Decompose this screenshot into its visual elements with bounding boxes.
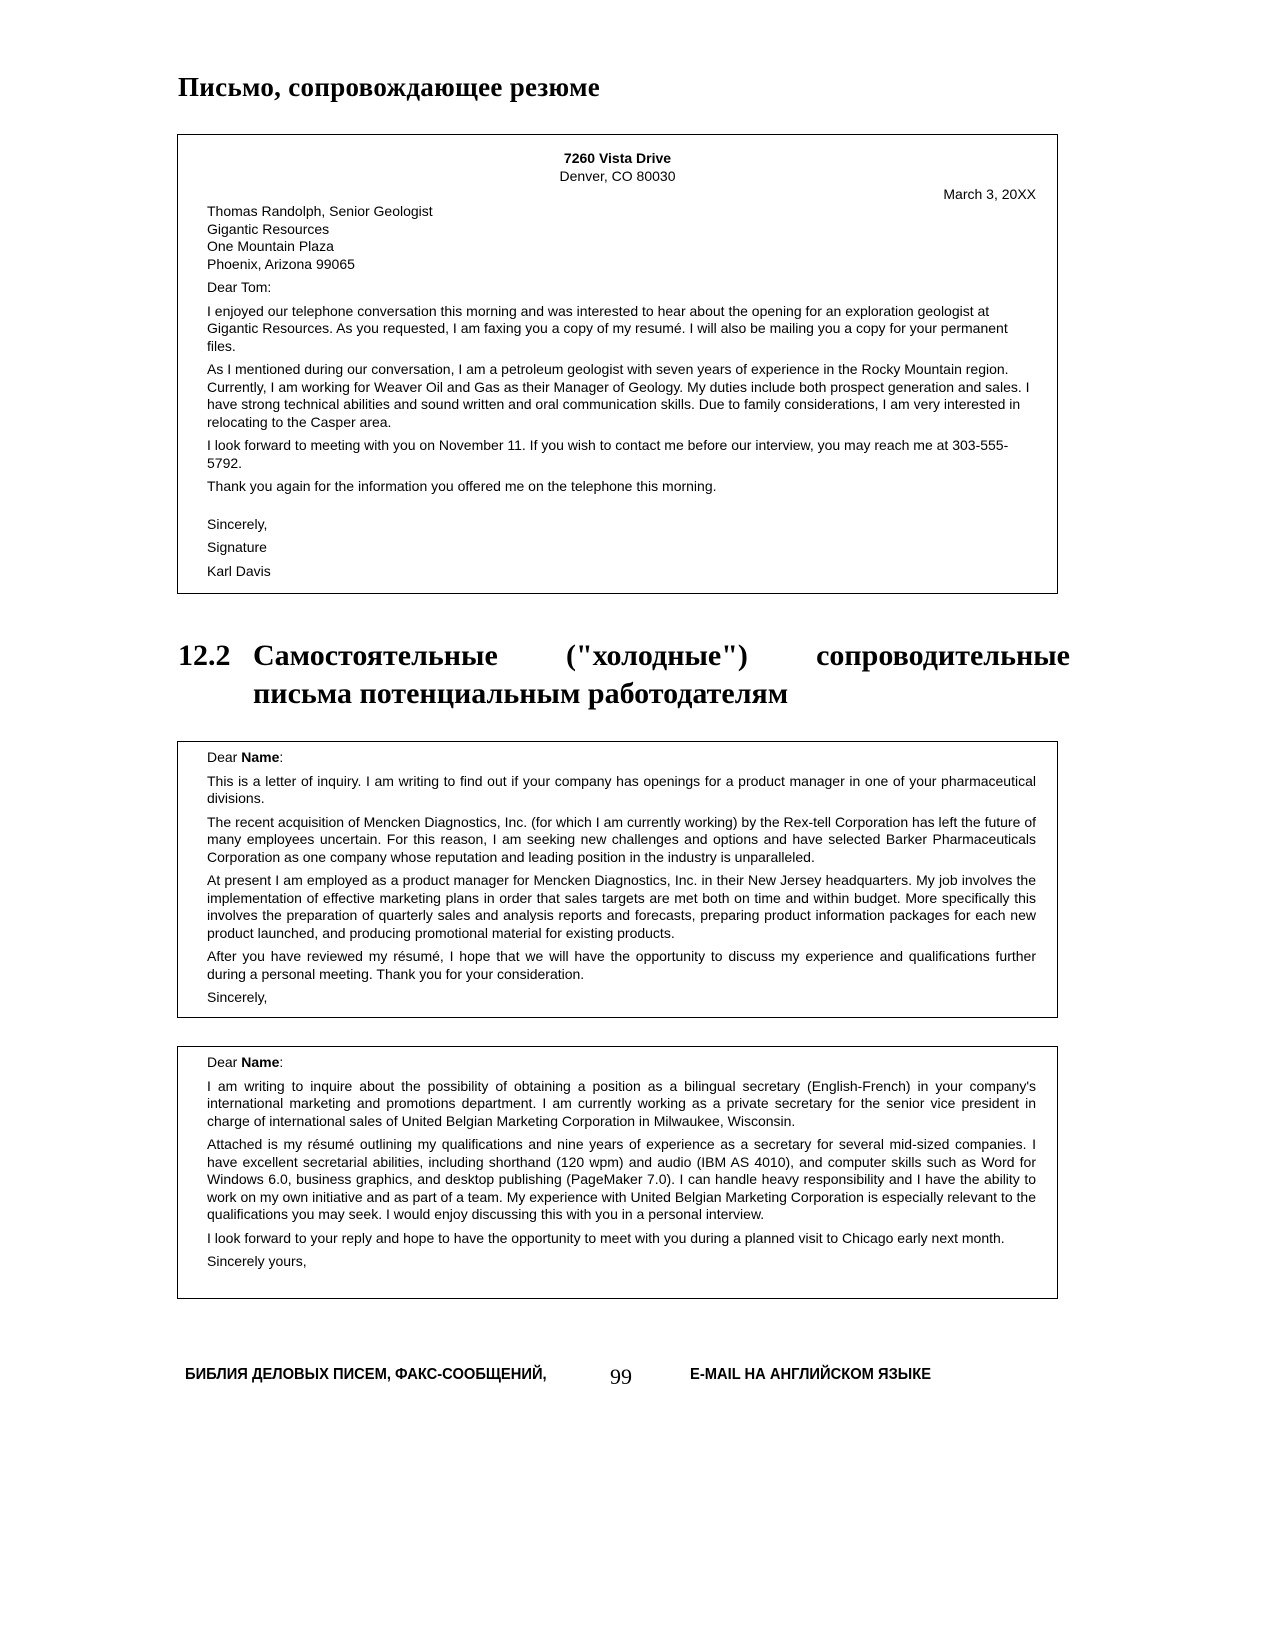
salutation-colon: :: [279, 749, 284, 765]
name-placeholder: Name: [241, 749, 280, 765]
paragraph: I am writing to inquire about the possibility of obtaining a position as a bilingual secretary (English-French) in your company's international marketing and promotions department. I am currently working as a private secretary for the senior vice president in charge of international sales of United Belgian Marketing Corporation in Milwaukee, Wisconsin.: [207, 1077, 1036, 1129]
salutation: [207, 749, 1036, 767]
cover-letter-example: [177, 134, 1058, 594]
paragraph: I enjoyed our telephone conversation this morning and was interested to hear about the opening for an exploration geologist at Gigantic Resources. As you requested, I am faxing you a copy of my resumé. I will also be mailing you a copy for your permanent files.: [207, 302, 1008, 354]
heading-line: Самостоятельные ("холодные") сопроводительные: [253, 639, 1070, 672]
salutation: [207, 1054, 1036, 1072]
signature: Signature: [207, 539, 267, 555]
recipient-address: [207, 203, 1036, 273]
salutation-colon: :: [279, 1054, 284, 1070]
recipient-line: Thomas Randolph, Senior Geologist: [207, 203, 433, 219]
paragraph: This is a letter of inquiry. I am writing to find out if your company has openings for a product manager in one of your pharmaceutical divisions.: [207, 772, 1036, 806]
sender-address: [178, 150, 1057, 185]
footer-right: E-MAIL НА АНГЛИЙСКОМ ЯЗЫКЕ: [690, 1366, 932, 1383]
sender-city: Denver, CO 80030: [559, 167, 676, 184]
letter-body: [207, 1054, 1036, 1277]
closing: Sincerely,: [207, 989, 268, 1005]
recipient-line: Gigantic Resources: [207, 220, 330, 237]
sender-street: 7260 Vista Drive: [563, 150, 672, 166]
paragraph: At present I am employed as a product manager for Mencken Diagnostics, Inc. in their New Jersey headquarters. My job involves the implementation of effective marketing plans in order that sales targets are met both on time and within budget. More specifically this involves the preparation of quarterly sales and analysis reports and forecasts, preparing product information packages for each new product launched, and producing promotional material for existing products.: [207, 872, 1036, 941]
footer-left: БИБЛИЯ ДЕЛОВЫХ ПИСЕМ, ФАКС-СООБЩЕНИЙ,: [185, 1366, 547, 1383]
paragraph: I look forward to meeting with you on November 11. If you wish to contact me before our interview, you may reach me at 303-555-5792.: [207, 437, 1009, 471]
letter-body: [207, 203, 1036, 586]
heading-line: письма потенциальным работодателям: [253, 677, 789, 710]
paragraph: After you have reviewed my résumé, I hope that we will have the opportunity to discuss my experience and qualifications further during a personal meeting. Thank you for your consideration.: [207, 948, 1036, 982]
letter-body: [207, 749, 1036, 1013]
salutation-dear: Dear: [207, 749, 242, 765]
page-number: 99: [610, 1364, 632, 1389]
section-number: 12.2: [178, 639, 231, 672]
paragraph: As I mentioned during our conversation, I am a petroleum geologist with seven years of experience in the Rocky Mountain region. Currently, I am working for Weaver Oil and Gas as their Manager of Geology. My duties include both prospect generation and sales. I have strong technical abilities and sound written and oral communication skills. Due to family considerations, I am very interested in relocating to the Casper area.: [207, 361, 1030, 430]
section-heading: Письмо, сопровождающее резюме: [178, 72, 601, 102]
letter-date: March 3, 20XX: [943, 186, 1036, 202]
inquiry-letter-example: [177, 1046, 1058, 1299]
paragraph: Thank you again for the information you offered me on the telephone this morning.: [207, 478, 717, 494]
paragraph: I look forward to your reply and hope to have the opportunity to meet with you during a planned visit to Chicago early next month.: [207, 1229, 1005, 1246]
paragraph: Attached is my résumé outlining my qualifications and nine years of experience as a secretary for several mid-sized companies. I have excellent secretarial abilities, including shorthand (120 wpm) and audio (IBM AS 4010), and computer skills such as Word for Windows 6.0, business graphics, and desktop publishing (PageMaker 7.0). I can handle heavy responsibility and I have the ability to work on my own initiative and as part of a team. My experience with United Belgian Marketing Corporation is especially relevant to the qualifications you may seek. I would enjoy discussing this with you in a personal interview.: [207, 1136, 1036, 1222]
salutation-dear: Dear: [207, 1054, 242, 1070]
paragraph: The recent acquisition of Mencken Diagnostics, Inc. (for which I am currently working) by the Rex-tell Corporation has left the future of many employees uncertain. For this reason, I am seeking new challenges and options and have selected Barker Pharmaceuticals Corporation as one company whose reputation and leading position in the industry is unparalleled.: [207, 813, 1036, 865]
salutation: Dear Tom:: [207, 279, 272, 295]
recipient-line: One Mountain Plaza: [207, 238, 334, 254]
closing: Sincerely yours,: [207, 1253, 307, 1269]
closing: Sincerely,: [207, 515, 268, 532]
name-placeholder: Name: [241, 1054, 280, 1070]
sender-name: Karl Davis: [207, 562, 271, 579]
recipient-line: Phoenix, Arizona 99065: [207, 255, 355, 272]
inquiry-letter-example: [177, 741, 1058, 1018]
